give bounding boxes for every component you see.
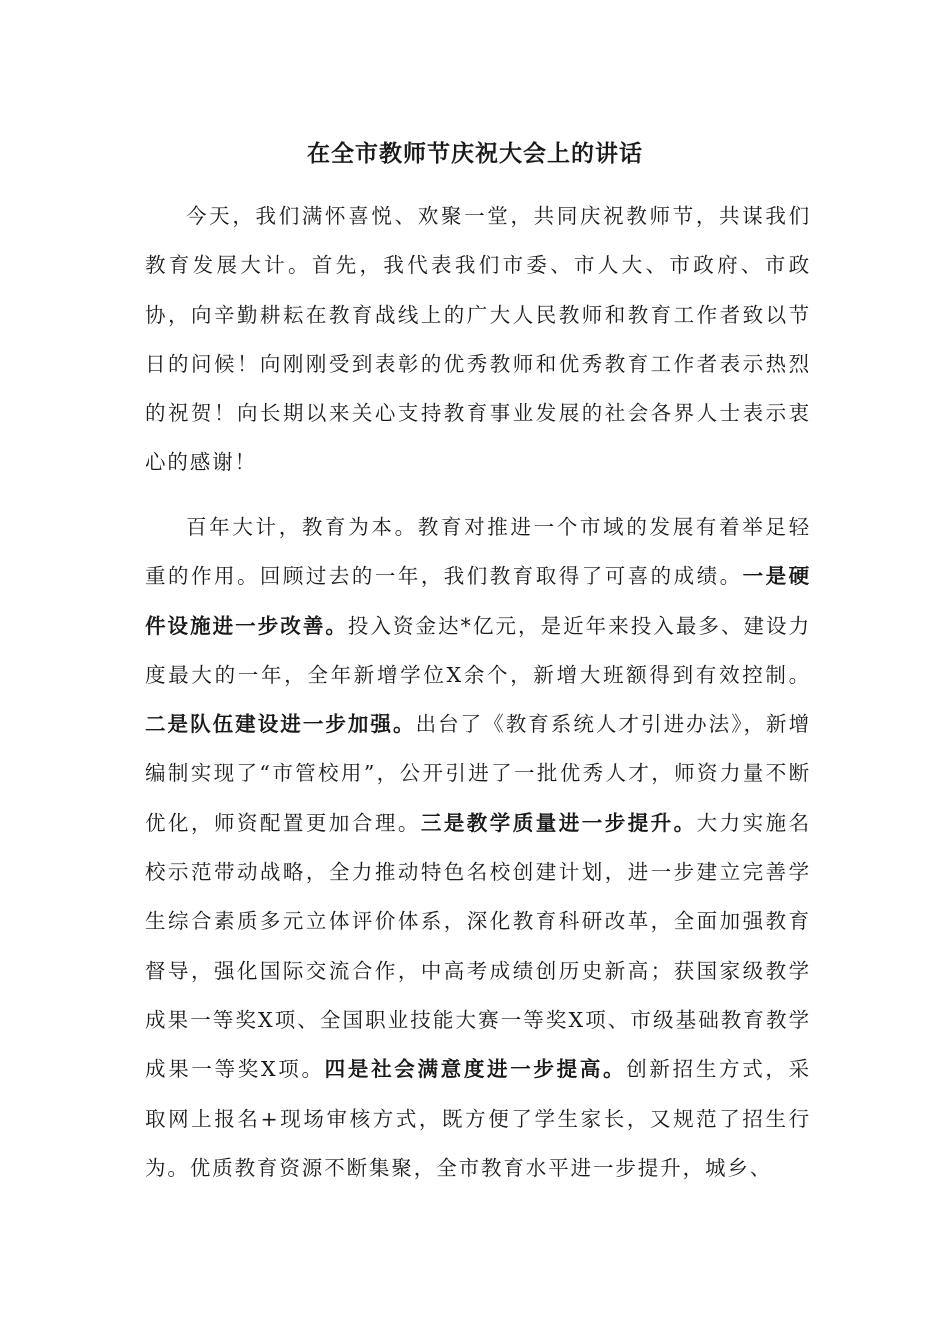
paragraph-greeting (145, 192, 811, 488)
point-heading-hardware: 一是硬件设施进一步改善。 (145, 564, 811, 638)
paragraph-text: 百年大计，教育为本。教育对推进一个市域的发展有着举足轻重的作用。回顾过去的一年，我们教育取得了可喜的成绩。 (145, 515, 811, 589)
point-heading-quality: 三是教学质量进一步提升。 (420, 810, 697, 835)
paragraph-text: 创新招生方式，采取网上报名+现场审核方式，既方便了学生家长，又规范了招生行为。优质教育资源不断集聚，全市教育水平进一步提升，城乡、 (145, 1057, 812, 1180)
point-heading-satisfaction: 四是社会满意度进一步提高。 (324, 1057, 627, 1082)
point-heading-staff: 二是队伍建设进一步加强。 (145, 712, 416, 737)
paragraph-text: 出台了《教育系统人才引进办法》，新增编制实现了“市管校用”，公开引进了一批优秀人才，师资力量不断优化，师资配置更加合理。 (145, 712, 811, 835)
document-title: 在全市教师节庆祝大会上的讲话 (307, 140, 643, 167)
paragraph-text: 投入资金达*亿元，是近年来投入最多、建设力度最大的一年，全年新增学位X余个，新增大班额得到有效控制。 (145, 613, 811, 687)
paragraph-achievements (145, 503, 811, 1193)
paragraph-text: 今天，我们满怀喜悦、欢聚一堂，共同庆祝教师节，共谋我们教育发展大计。首先，我代表我们市委、市人大、市政府、市政协，向辛勤耕耘在教育战线上的广大人民教师和教育工作者致以节日的问候！向刚刚受到表彰的优秀教师和优秀教育工作者表示热烈的祝贺！向长期以来关心支持教育事业发展的社会各界人士表示衷心的感谢！ (145, 204, 811, 475)
paragraph-text: 大力实施名校示范带动战略，全力推动特色名校创建计划，进一步建立完善学生综合素质多元立体评价体系，深化教育科研改革，全面加强教育督导，强化国际交流合作，中高考成绩创历史新高；获国家级教学成果一等奖X项、全国职业技能大赛一等奖X项、市级基础教育教学成果一等奖X项。 (145, 810, 811, 1082)
